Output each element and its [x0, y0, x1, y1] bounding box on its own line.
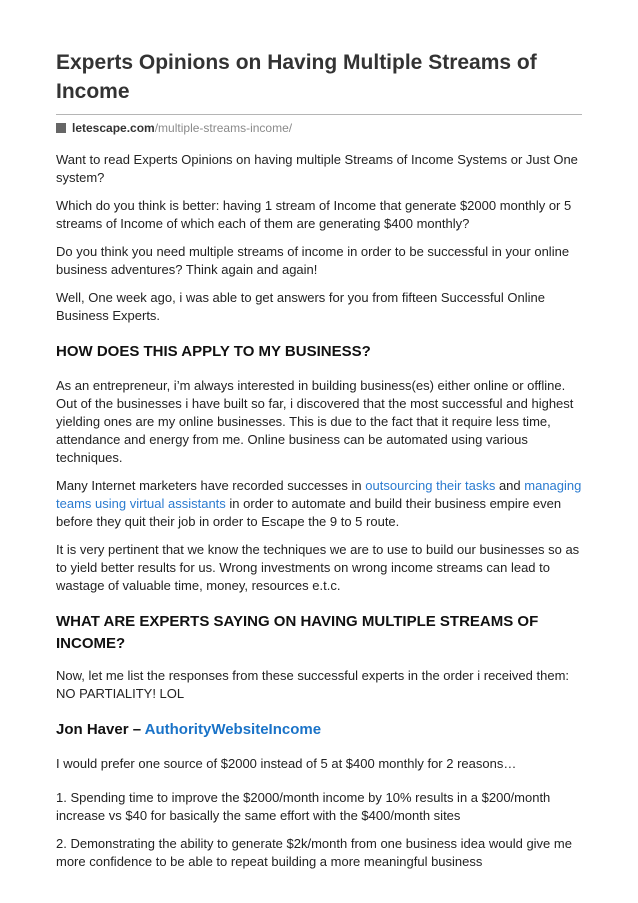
paragraph-text: Many Internet marketers have recorded successes in	[56, 478, 366, 493]
intro-paragraph-3: Do you think you need multiple streams of income in order to be successful in your online business adventures? Think again and again!	[56, 244, 570, 277]
site-favicon-icon	[56, 123, 66, 133]
source-domain: letescape.com	[72, 121, 155, 135]
section1-paragraph-1: As an entrepreneur, i’m always interested in building business(es) either online or offline. Out of the businesses i have built so far, i discovered that the most successful and highest yielding ones are my online businesses. This is due to the fact that it require less time, attendance and energy from me. Online business can be automated using various techniques.	[56, 378, 574, 465]
expert-paragraph-1: I would prefer one source of $2000 instead of 5 at $400 monthly for 2 reasons…	[56, 756, 517, 771]
source-line	[56, 119, 582, 137]
virtual-assistants-link[interactable]: managing teams using virtual assistants	[56, 478, 582, 511]
section-heading-business: HOW DOES THIS APPLY TO MY BUSINESS?	[56, 343, 371, 360]
intro-paragraph-2: Which do you think is better: having 1 stream of Income that generate $2000 monthly or 5 streams of Income of which each of them are generating $400 monthly?	[56, 198, 572, 231]
intro-paragraph-4: Well, One week ago, i was able to get answers for you from fifteen Successful Online Business Experts.	[56, 290, 545, 323]
intro-paragraph-1: Want to read Experts Opinions on having multiple Streams of Income Systems or Just One system?	[56, 152, 578, 185]
article	[56, 48, 582, 881]
paragraph-text: in order to automate and build their business empire even before they quit their job in order to Escape the 9 to 5 route.	[56, 496, 562, 529]
expert-heading	[56, 719, 582, 741]
outsourcing-link[interactable]: outsourcing their tasks	[365, 478, 496, 493]
source-link[interactable]	[72, 119, 292, 137]
source-path: /multiple-streams-income/	[154, 121, 293, 135]
page-title: Experts Opinions on Having Multiple Streams of Income	[56, 51, 537, 103]
paragraph-text: and	[495, 478, 525, 493]
expert-site-link[interactable]: AuthorityWebsiteIncome	[144, 721, 322, 738]
expert-name: Jon Haver –	[56, 721, 145, 738]
section1-paragraph-3: It is very pertinent that we know the techniques we are to use to build our businesses so as to yield better results for us. Wrong investments on wrong income streams can lead to wastage of valuable time, money, resources e.t.c.	[56, 542, 580, 593]
section-heading-experts: WHAT ARE EXPERTS SAYING ON HAVING MULTIPLE STREAMS OF INCOME?	[56, 613, 539, 652]
section2-paragraph-1: Now, let me list the responses from these successful experts in the order i received them: NO PARTIALITY! LOL	[56, 668, 570, 701]
title-divider	[56, 114, 582, 115]
section1-paragraph-2	[56, 477, 582, 531]
expert-paragraph-2: 1. Spending time to improve the $2000/month income by 10% results in a $200/month increase vs $40 for basically the same effort with the $400/month sites	[56, 790, 551, 823]
expert-paragraph-3: 2. Demonstrating the ability to generate $2k/month from one business idea would give me more confidence to be able to repeat building a more meaningful business	[56, 836, 572, 869]
